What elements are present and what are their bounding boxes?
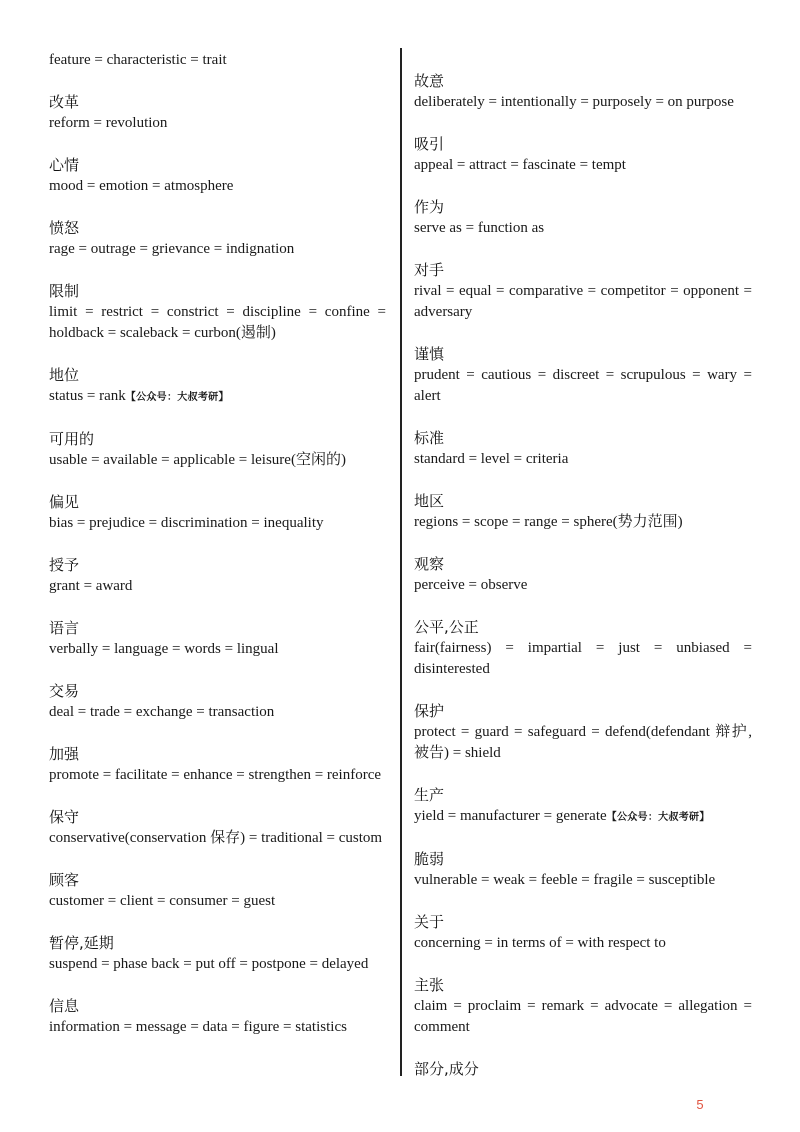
vocab-entry-17 [414,71,752,113]
chinese-term: 关于 [414,913,445,931]
right-column [414,0,752,1101]
watermark-note: 【公众号：大叔考研】 [125,392,229,403]
chinese-term: 部分,成分 [414,1060,479,1078]
chinese-term: 吸引 [414,135,445,153]
synonyms: verbally = language = words = lingual [49,641,279,657]
synonyms: grant = award [49,578,133,594]
chinese-term: 观察 [414,555,445,573]
vocab-entry-12 [49,744,386,786]
vocab-entry-13 [49,807,386,849]
synonyms: information = message = data = figure = statistics [49,1019,347,1035]
synonyms: perceive = observe [414,577,528,593]
vocab-entry-14 [49,870,386,912]
vocab-entry-2 [49,92,386,134]
vocab-entry-20 [414,260,752,323]
vocab-entry-16 [49,996,386,1038]
vocab-entry-11 [49,681,386,723]
vocab-entry-29 [414,912,752,954]
chinese-term: 顾客 [49,871,80,889]
chinese-term: 愤怒 [49,219,80,237]
synonyms: appeal = attract = fascinate = tempt [414,157,626,173]
synonyms: claim = proclaim = remark = advocate = allegation = comment [414,998,752,1035]
synonyms: customer = client = consumer = guest [49,893,276,909]
page-number: 5 [696,1097,704,1112]
left-column [49,0,386,1059]
synonyms: suspend = phase back = put off = postpone = delayed [49,956,369,972]
chinese-term: 授予 [49,556,80,574]
vocab-entry-15 [49,933,386,975]
vocab-entry-26 [414,701,752,764]
chinese-term: 脆弱 [414,850,445,868]
synonyms: fair(fairness) = impartial = just = unbiased = disinterested [414,640,752,677]
chinese-term: 保护 [414,702,445,720]
synonyms: usable = available = applicable = leisure(空闲的) [49,452,346,468]
vocab-entry-25 [414,617,752,680]
synonyms [49,386,386,408]
synonyms: serve as = function as [414,220,545,236]
synonyms: prudent = cautious = discreet = scrupulous = wary = alert [414,367,752,404]
synonyms: rage = outrage = grievance = indignation [49,241,295,257]
chinese-term: 故意 [414,72,445,90]
chinese-term: 地位 [49,366,80,384]
synonyms: conservative(conservation 保存) = traditional = custom [49,830,383,846]
synonyms: deal = trade = exchange = transaction [49,704,275,720]
vocab-entry-31 [414,1059,752,1080]
synonyms: concerning = in terms of = with respect to [414,935,666,951]
vocab-entry-24 [414,554,752,596]
chinese-term: 作为 [414,198,445,216]
vocab-entry-7 [49,429,386,471]
chinese-term: 主张 [414,976,445,994]
synonyms: deliberately = intentionally = purposely = on purpose [414,94,734,110]
synonyms: protect = guard = safeguard = defend(defendant 辩护,被告) = shield [414,724,752,761]
synonyms: reform = revolution [49,115,168,131]
chinese-term: 信息 [49,997,80,1015]
vocab-entry-19 [414,197,752,239]
synonyms: mood = emotion = atmosphere [49,178,234,194]
chinese-term: 生产 [414,786,445,804]
chinese-term: 加强 [49,745,80,763]
vocab-entry-21 [414,344,752,407]
synonyms-text: yield = manufacturer = generate [414,808,607,824]
chinese-term: 标准 [414,429,445,447]
chinese-term: 谨慎 [414,345,445,363]
vocab-entry-27 [414,785,752,828]
chinese-term: 保守 [49,808,80,826]
synonyms: vulnerable = weak = feeble = fragile = susceptible [414,872,716,888]
chinese-term: 限制 [49,282,80,300]
synonyms [414,806,752,828]
vocab-entry-3 [49,155,386,197]
synonyms: promote = facilitate = enhance = strengthen = reinforce [49,767,382,783]
chinese-term: 交易 [49,682,80,700]
synonyms: limit = restrict = constrict = discipline = confine = holdback = scaleback = curbon(遏制) [49,304,386,341]
synonyms: bias = prejudice = discrimination = inequality [49,515,324,531]
vocab-entry-6 [49,365,386,408]
chinese-term: 改革 [49,93,80,111]
chinese-term: 暂停,延期 [49,934,114,952]
synonyms: regions = scope = range = sphere(势力范围) [414,514,683,530]
chinese-term: 心情 [49,156,80,174]
vocab-entry-10 [49,618,386,660]
vocab-entry-18 [414,134,752,176]
vocab-entry-9 [49,555,386,597]
vocab-entry-8 [49,492,386,534]
synonyms: rival = equal = comparative = competitor = opponent = adversary [414,283,752,320]
synonyms: feature = characteristic = trait [49,52,227,68]
chinese-term: 偏见 [49,493,80,511]
vocab-entry-1 [49,50,386,71]
watermark-note: 【公众号：大叔考研】 [606,812,710,823]
vocab-entry-22 [414,428,752,470]
vocab-entry-4 [49,218,386,260]
vocab-entry-30 [414,975,752,1038]
chinese-term: 公平,公正 [414,618,479,636]
synonyms-text: status = rank [49,388,126,404]
synonyms: standard = level = criteria [414,451,569,467]
chinese-term: 可用的 [49,430,95,448]
chinese-term: 对手 [414,261,445,279]
vocab-entry-23 [414,491,752,533]
column-divider [400,48,402,1076]
chinese-term: 地区 [414,492,445,510]
chinese-term: 语言 [49,619,80,637]
vocab-entry-28 [414,849,752,891]
vocab-entry-5 [49,281,386,344]
